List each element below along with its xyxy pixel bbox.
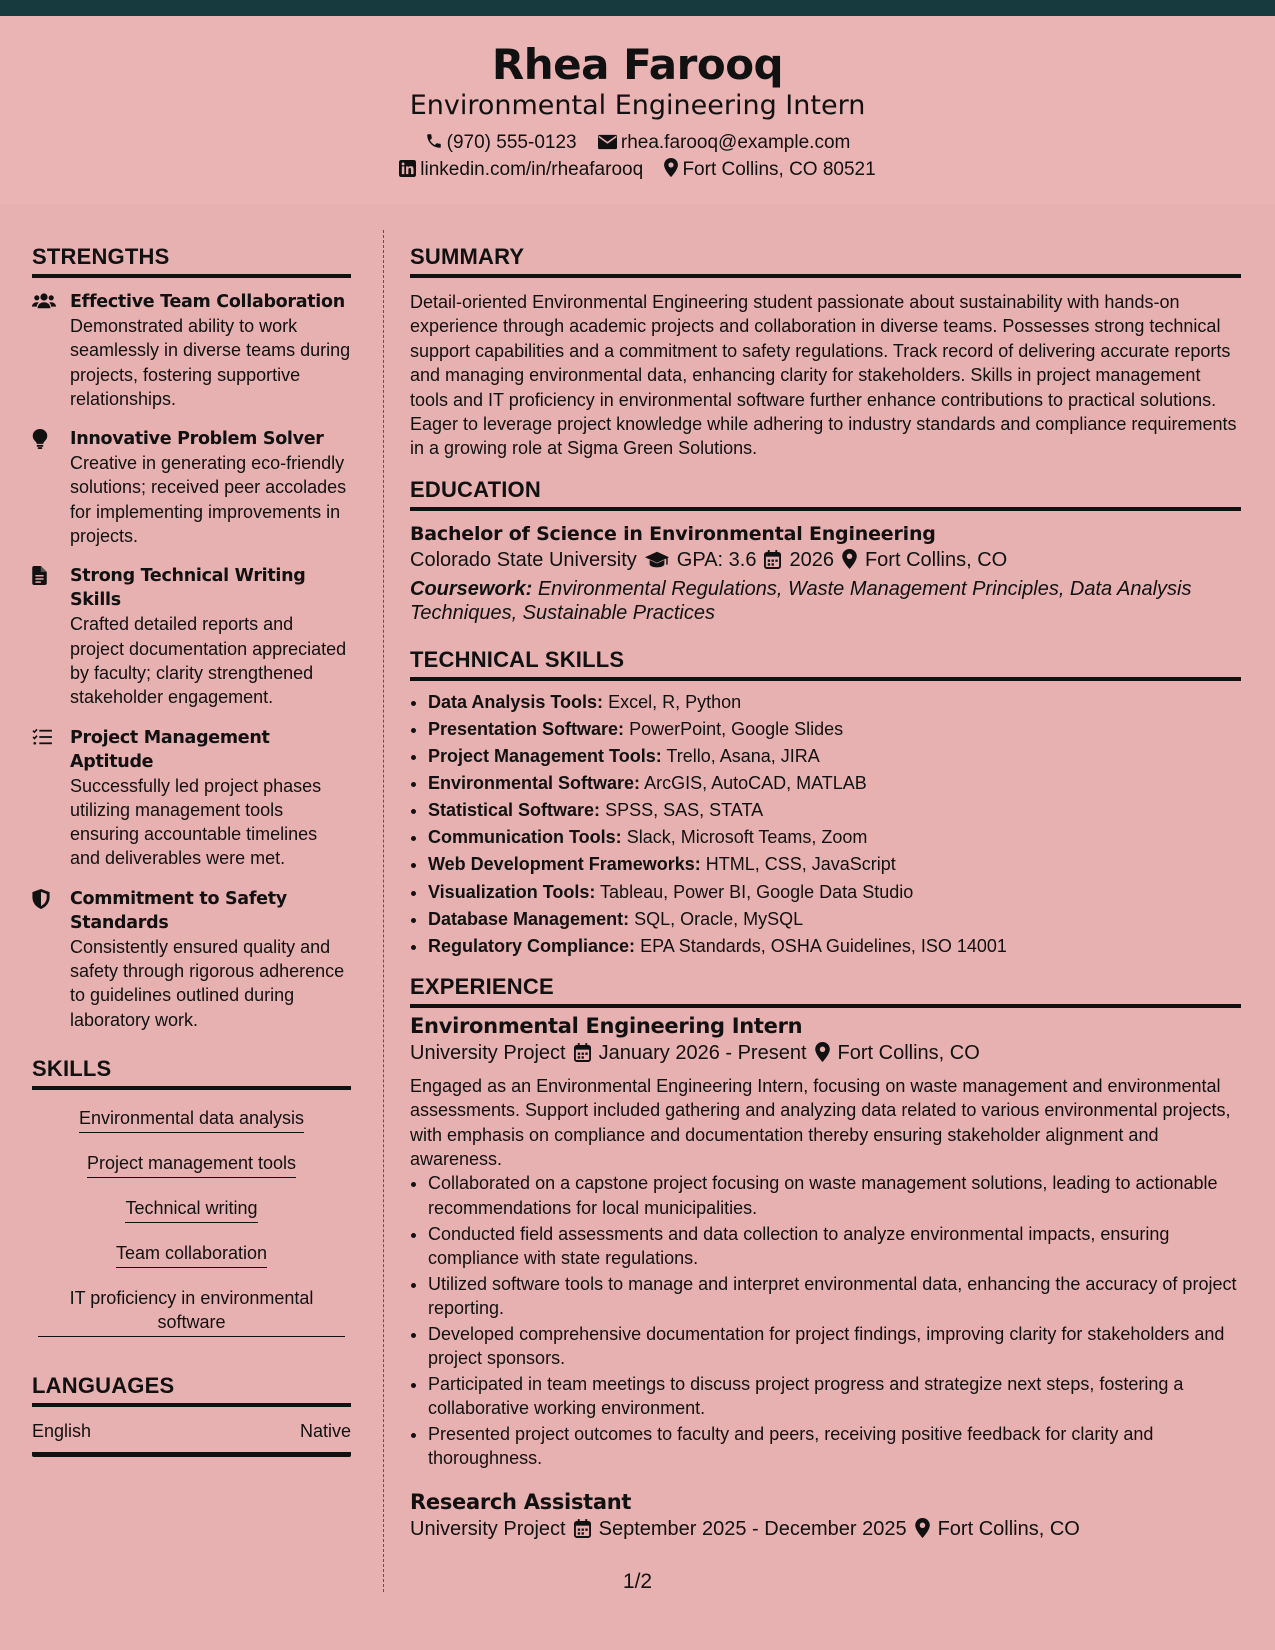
- right-column: [410, 244, 1241, 1544]
- list-item: [428, 906, 1241, 933]
- candidate-title: Environmental Engineering Intern: [409, 90, 866, 122]
- strength-desc: Demonstrated ability to work seamlessly in diverse teams during projects, fostering supportive relationships.: [70, 316, 351, 409]
- candidate-name: Rhea Farooq: [491, 40, 784, 89]
- tech-label: Web Development Frameworks:: [428, 854, 701, 875]
- phone: [425, 129, 577, 157]
- envelope-icon: [598, 134, 617, 150]
- shield-icon: [32, 889, 50, 909]
- job-description: Engaged as an Environmental Engineering Intern, focusing on waste management and environmental assessments. Support included gathering and analyzing data related to various environmental projects, with emphasis on compliance and documentation thereby ensuring stakeholder alignment and awareness.: [410, 1075, 1231, 1169]
- skill-item: Project management tools: [87, 1151, 296, 1178]
- tech-label: Data Analysis Tools:: [428, 691, 604, 712]
- location: [664, 156, 875, 184]
- education-heading: EDUCATION: [410, 477, 1241, 511]
- strength-desc: Consistently ensured quality and safety through rigorous adherence to guidelines outlined during laboratory work.: [70, 936, 345, 1030]
- list-item: [428, 743, 1241, 770]
- job-title: Environmental Engineering Intern: [410, 1013, 803, 1038]
- top-bar: [0, 0, 1275, 16]
- tech-label: Statistical Software:: [428, 800, 601, 821]
- column-divider: [383, 230, 384, 1592]
- job-dates: September 2025 - December 2025: [598, 1518, 907, 1541]
- linkedin[interactable]: [399, 156, 643, 184]
- calendar-icon: [574, 1043, 591, 1062]
- list-item: [428, 824, 1241, 851]
- page-number: 1/2: [622, 1570, 653, 1593]
- list-item: • Developed comprehensive documentation for project findings, improving clarity for stakeholders and project sponsors.: [428, 1322, 1241, 1371]
- strength-title: Strong Technical Writing Skills: [70, 566, 306, 611]
- strength-desc: Creative in generating eco-friendly solutions; received peer accolades for implementing improvements in projects.: [70, 453, 347, 547]
- tech-label: Presentation Software:: [428, 718, 625, 739]
- tech-label: Environmental Software:: [428, 773, 641, 794]
- strength-title: Innovative Problem Solver: [70, 429, 324, 450]
- list-item: • Presented project outcomes to faculty and peers, receiving positive feedback for clarity and thoroughness.: [428, 1422, 1241, 1471]
- skill-item: Environmental data analysis: [79, 1106, 304, 1133]
- job-meta: [410, 1514, 1241, 1544]
- list-item: • Collaborated on a capstone project focusing on waste management solutions, leading to actionable recommendations for local municipalities.: [428, 1171, 1241, 1220]
- job-meta: [410, 1038, 1241, 1068]
- coursework-list: Environmental Regulations, Waste Management Principles, Data Analysis Techniques, Sustainable Practices: [410, 577, 1192, 624]
- list-item: [428, 797, 1241, 824]
- list-item: [428, 879, 1241, 906]
- education-meta: [410, 545, 1241, 575]
- list-item: [428, 689, 1241, 716]
- list-item: [428, 851, 1241, 878]
- strength-item: [32, 564, 351, 709]
- graduation-year: 2026: [789, 548, 834, 571]
- users-icon: [32, 292, 56, 310]
- skills-list: [32, 1104, 351, 1337]
- job-dates: January 2026 - Present: [598, 1041, 807, 1064]
- technical-skills-list: [410, 689, 1241, 960]
- strength-desc: Successfully led project phases utilizing management tools ensuring accountable timelines and deliverables were met.: [70, 775, 322, 869]
- tech-value: Excel, R, Python: [608, 691, 742, 712]
- list-item: [428, 933, 1241, 960]
- strength-item: [32, 887, 351, 1032]
- list-item: • Conducted field assessments and data collection to analyze environmental impacts, ensuring compliance with state regulations.: [428, 1222, 1241, 1271]
- map-pin-icon: [664, 158, 678, 177]
- tech-label: Regulatory Compliance:: [428, 935, 636, 956]
- list-item: • Participated in team meetings to discuss project progress and strategize next steps, fostering a collaborative working environment.: [428, 1372, 1241, 1421]
- language-name: English: [32, 1420, 92, 1441]
- phone-text: (970) 555-0123: [446, 131, 577, 153]
- strength-item: [32, 290, 351, 411]
- tech-value: Slack, Microsoft Teams, Zoom: [626, 827, 868, 848]
- tech-value: SPSS, SAS, STATA: [605, 800, 764, 821]
- task-list-icon: [32, 728, 52, 746]
- map-pin-icon: [815, 1042, 830, 1062]
- map-pin-icon: [842, 549, 857, 569]
- language-level: Native: [299, 1420, 351, 1441]
- strength-item: [32, 726, 351, 871]
- skill-item: Technical writing: [125, 1196, 257, 1223]
- calendar-icon: [574, 1519, 591, 1538]
- tech-value: PowerPoint, Google Slides: [629, 718, 844, 739]
- tech-label: Database Management:: [428, 908, 630, 929]
- list-item: [428, 770, 1241, 797]
- strength-title: Project Management Aptitude: [70, 727, 270, 772]
- email-text: rhea.farooq@example.com: [620, 131, 851, 153]
- tech-value: Trello, Asana, JIRA: [666, 746, 820, 767]
- linkedin-icon: [399, 160, 416, 177]
- tech-label: Communication Tools:: [428, 827, 622, 848]
- skills-heading: SKILLS: [32, 1056, 351, 1090]
- coursework: [410, 577, 1241, 625]
- contact-info: [0, 129, 1275, 184]
- job-title: Research Assistant: [410, 1490, 632, 1515]
- list-item: • Utilized software tools to manage and interpret environmental data, enhancing the accuracy of project reporting.: [428, 1272, 1241, 1321]
- phone-icon: [425, 132, 443, 150]
- linkedin-text: linkedin.com/in/rheafarooq: [420, 159, 644, 181]
- left-column: [32, 244, 351, 1457]
- language-row: [32, 1421, 351, 1457]
- map-pin-icon: [915, 1518, 930, 1538]
- gpa: GPA: 3.6: [676, 548, 757, 571]
- email[interactable]: [598, 129, 850, 157]
- tech-value: ArcGIS, AutoCAD, MATLAB: [644, 773, 867, 794]
- experience-heading: EXPERIENCE: [410, 974, 1241, 1008]
- languages-heading: LANGUAGES: [32, 1373, 351, 1407]
- calendar-icon: [764, 550, 781, 569]
- skill-item: IT proficiency in environmental software: [38, 1286, 345, 1337]
- resume-header: [0, 16, 1275, 204]
- location-text: Fort Collins, CO 80521: [682, 159, 876, 181]
- strength-desc: Crafted detailed reports and project documentation appreciated by faculty; clarity strengthened stakeholder engagement.: [70, 614, 347, 708]
- job-location: Fort Collins, CO: [837, 1041, 980, 1064]
- education-location: Fort Collins, CO: [864, 548, 1008, 571]
- technical-skills-heading: TECHNICAL SKILLS: [410, 647, 1241, 681]
- summary-heading: SUMMARY: [410, 244, 1241, 278]
- school-name: Colorado State University: [410, 548, 637, 571]
- job-org: University Project: [410, 1041, 566, 1064]
- tech-label: Project Management Tools:: [428, 746, 662, 767]
- strength-title: Effective Team Collaboration: [70, 292, 345, 312]
- tech-value: SQL, Oracle, MySQL: [634, 908, 804, 929]
- lightbulb-icon: [32, 429, 48, 449]
- document-icon: [32, 566, 47, 585]
- list-item: [428, 716, 1241, 743]
- tech-value: HTML, CSS, JavaScript: [705, 854, 896, 875]
- tech-value: Tableau, Power BI, Google Data Studio: [600, 881, 914, 902]
- job-org: University Project: [410, 1518, 566, 1541]
- skill-item: Team collaboration: [116, 1241, 267, 1268]
- job-location: Fort Collins, CO: [937, 1518, 1080, 1541]
- graduation-cap-icon: [645, 551, 669, 569]
- tech-value: EPA Standards, OSHA Guidelines, ISO 14001: [640, 935, 1007, 956]
- strength-title: Commitment to Safety Standards: [70, 888, 287, 933]
- summary-text: Detail-oriented Environmental Engineering student passionate about sustainability with hands-on experience through academic projects and collaboration in diverse teams. Possesses strong technical support capabilities and a commitment to safety regulations. Track record of delivering accurate reports and managing environmental data, enhancing clarity for stakeholders. Skills in project management tools and IT proficiency in environmental software further enhance contributions to practical solutions. Eager to leverage project knowledge while adhering to industry standards and compliance requirements in a growing role at Sigma Green Solutions.: [410, 292, 1237, 459]
- tech-label: Visualization Tools:: [428, 881, 596, 902]
- strengths-heading: STRENGTHS: [32, 244, 351, 278]
- degree-title: Bachelor of Science in Environmental Engineering: [410, 522, 936, 545]
- coursework-label: Coursework:: [410, 577, 533, 600]
- job-bullets: [410, 1171, 1241, 1470]
- strength-item: [32, 427, 351, 548]
